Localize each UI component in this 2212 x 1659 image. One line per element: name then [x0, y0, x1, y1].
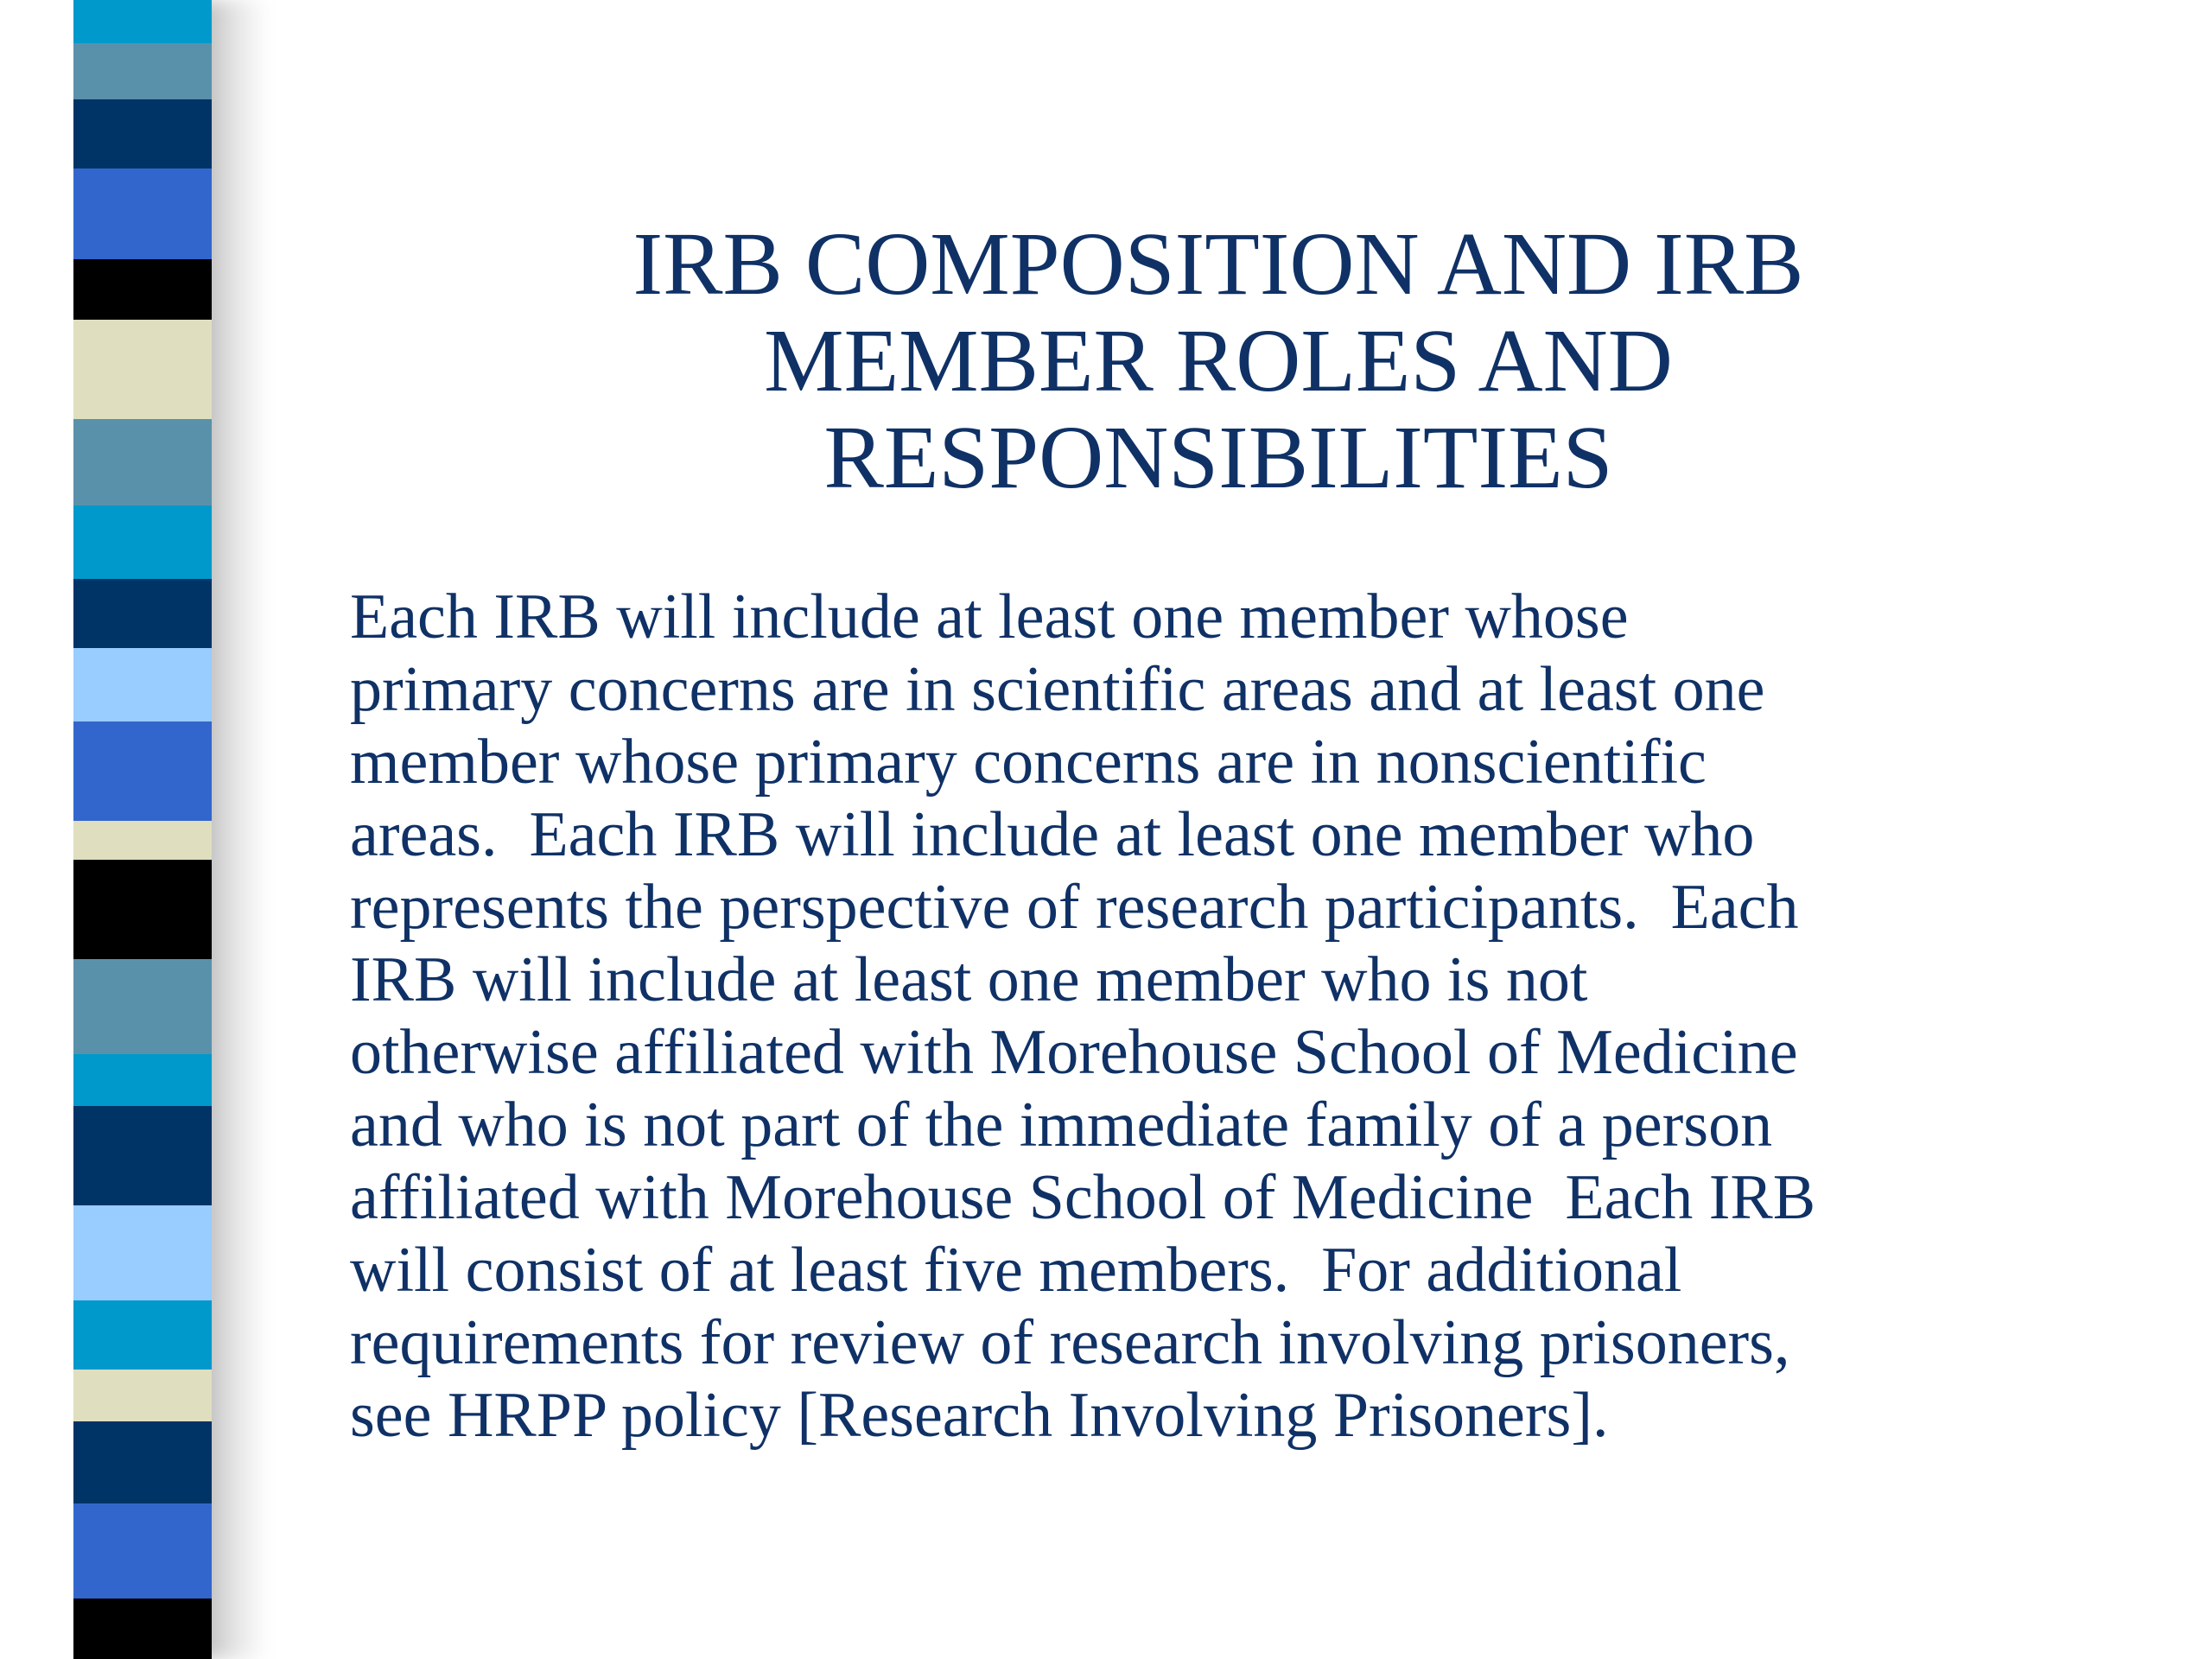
band-stripe [73, 648, 212, 721]
band-stripe [73, 419, 212, 505]
band-stripe [73, 99, 212, 168]
band-stripe [73, 721, 212, 821]
slide-body-text [350, 581, 2156, 1452]
body-line: and who is not part of the immediate family of a person [350, 1090, 1773, 1160]
body-line: otherwise affiliated with Morehouse School of Medicine [350, 1017, 1798, 1088]
band-stripe [73, 168, 212, 259]
band-stripe [73, 1421, 212, 1503]
band-stripe [73, 1106, 212, 1205]
band-stripe [73, 1503, 212, 1599]
band-stripe [73, 1300, 212, 1370]
band-stripe [73, 320, 212, 419]
band-stripe [73, 579, 212, 648]
body-line: see HRPP policy [Research Involving Prisoners]. [350, 1380, 1609, 1451]
body-line: represents the perspective of research participants. Each [350, 872, 1799, 943]
band-stripe [73, 43, 212, 99]
slide-title [406, 216, 2031, 506]
body-line: affiliated with Morehouse School of Medicine Each IRB [350, 1162, 1816, 1233]
body-line: Each IRB will include at least one member whose [350, 582, 1629, 652]
band-stripe [73, 959, 212, 1054]
title-line: MEMBER ROLES AND [764, 311, 1673, 410]
band-stripe [73, 1370, 212, 1421]
band-stripe [73, 1205, 212, 1300]
band-stripe [73, 1599, 212, 1659]
band-stripe [73, 1054, 212, 1106]
title-line: IRB COMPOSITION AND IRB [632, 214, 1804, 314]
band-stripe [73, 860, 212, 959]
band-stripe [73, 0, 212, 43]
band-stripe [73, 821, 212, 860]
body-line: member whose primary concerns are in nonscientific [350, 727, 1707, 798]
decorative-striped-band [73, 0, 212, 1659]
body-line: IRB will include at least one member who is not [350, 944, 1588, 1015]
body-line: requirements for review of research involving prisoners, [350, 1307, 1790, 1378]
body-line: areas. Each IRB will include at least one member who [350, 799, 1755, 870]
body-line: primary concerns are in scientific areas and at least one [350, 654, 1765, 725]
title-line: RESPONSIBILITIES [823, 408, 1613, 507]
band-stripe [73, 259, 212, 320]
band-stripe [73, 505, 212, 579]
body-line: will consist of at least five members. For additional [350, 1235, 1682, 1306]
